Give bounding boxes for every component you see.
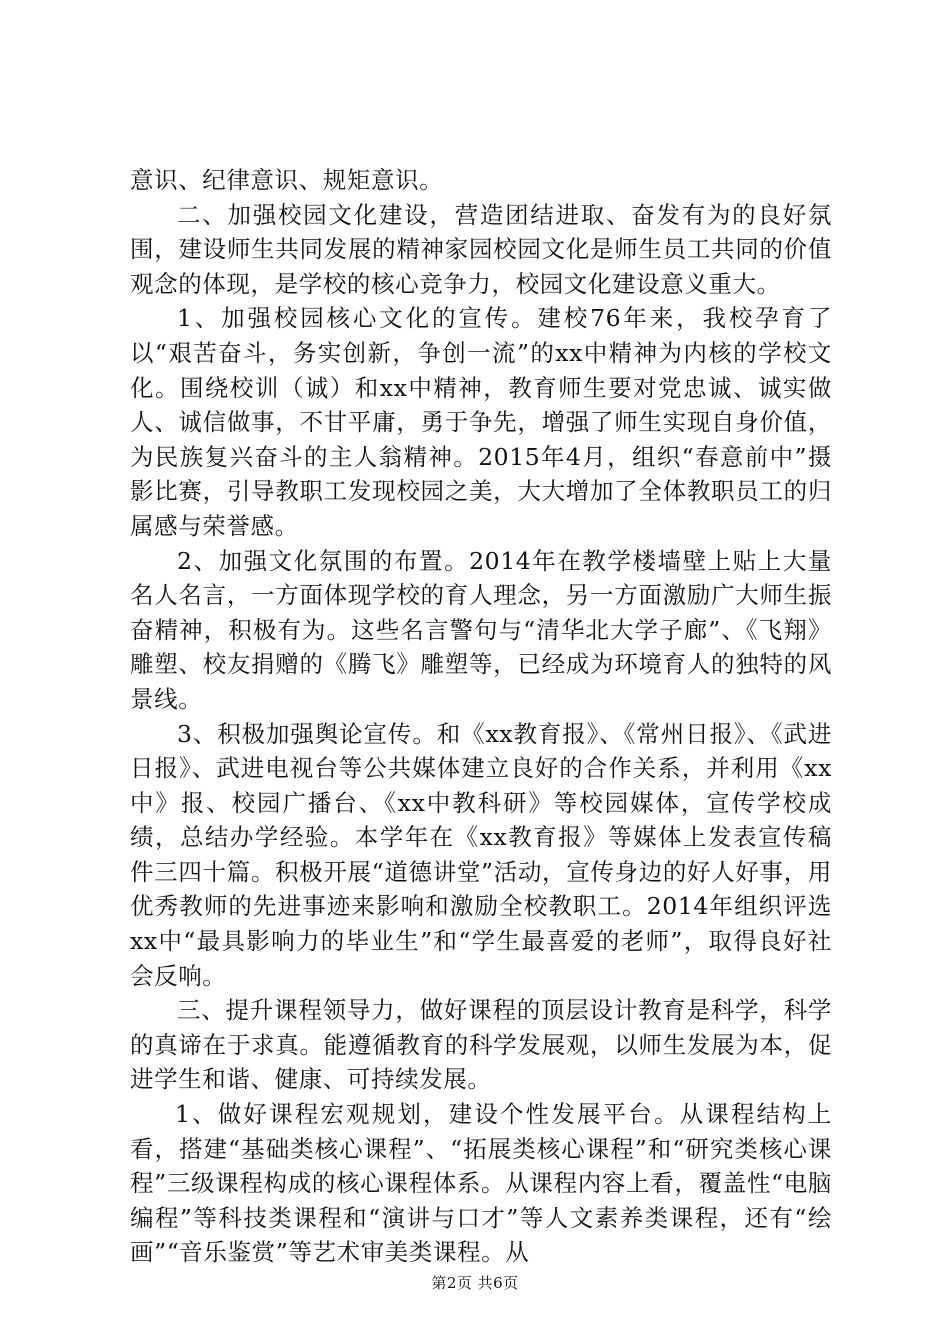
section-heading-paragraph-2: 二、加强校园文化建设，营造团结进取、奋发有为的良好氛围，建设师生共同发展的精神家园校园文化是师生员工共同的价值观念的体现，是学校的核心竞争力，校园文化建设意义重大。 [130,200,832,298]
paragraph-3-1: 1、做好课程宏观规划，建设个性发展平台。从课程结构上看，搭建“基础类核心课程”、“拓展类核心课程”和“研究类核心课程”三级课程构成的核心课程体系。从课程内容上看，覆盖性“电脑编程”等科技类课程和“演讲与口才”等人文素养类课程，还有“绘画”“音乐鉴赏”等艺术审美类课程。从 [130,1100,832,1267]
paragraph-continuation: 意识、纪律意识、规矩意识。 [130,166,444,194]
section-heading-paragraph-3: 三、提升课程领导力，做好课程的顶层设计教育是科学，科学的真谛在于求真。能遵循教育的科学发展观，以师生发展为本，促进学生和谐、健康、可持续发展。 [130,996,832,1094]
page-number-footer: 第2页 共6页 [431,1274,519,1292]
document-body [130,163,832,1270]
paragraph-2-2: 2、加强文化氛围的布置。2014年在教学楼墙壁上贴上大量名人名言，一方面体现学校的育人理念，另一方面激励广大师生振奋精神，积极有为。这些名言警句与“清华北大学子廊”、《飞翔》雕塑、校友捐赠的《腾飞》雕塑等，已经成为环境育人的独特的风景线。 [130,546,832,713]
paragraph-2-1: 1、加强校园核心文化的宣传。建校76年来，我校孕育了以“艰苦奋斗，务实创新，争创一流”的xx中精神为内核的学校文化。围绕校训（诚）和xx中精神，教育师生要对党忠诚、诚实做人、诚信做事，不甘平庸，勇于争先，增强了师生实现自身价值，为民族复兴奋斗的主人翁精神。2015年4月，组织“春意前中”摄影比赛，引导教职工发现校园之美，大大增加了全体教职员工的归属感与荣誉感。 [130,304,832,540]
paragraph-2-3: 3、积极加强舆论宣传。和《xx教育报》、《常州日报》、《武进日报》、武进电视台等公共媒体建立良好的合作关系，并利用《xx中》报、校园广播台、《xx中教科研》等校园媒体，宣传学校成绩，总结办学经验。本学年在《xx教育报》等媒体上发表宣传稿件三四十篇。积极开展“道德讲堂”活动，宣传身边的好人好事，用优秀教师的先进事迹来影响和激励全校教职工。2014年组织评选xx中“最具影响力的毕业生”和“学生最喜爱的老师”，取得良好社会反响。 [130,719,832,990]
